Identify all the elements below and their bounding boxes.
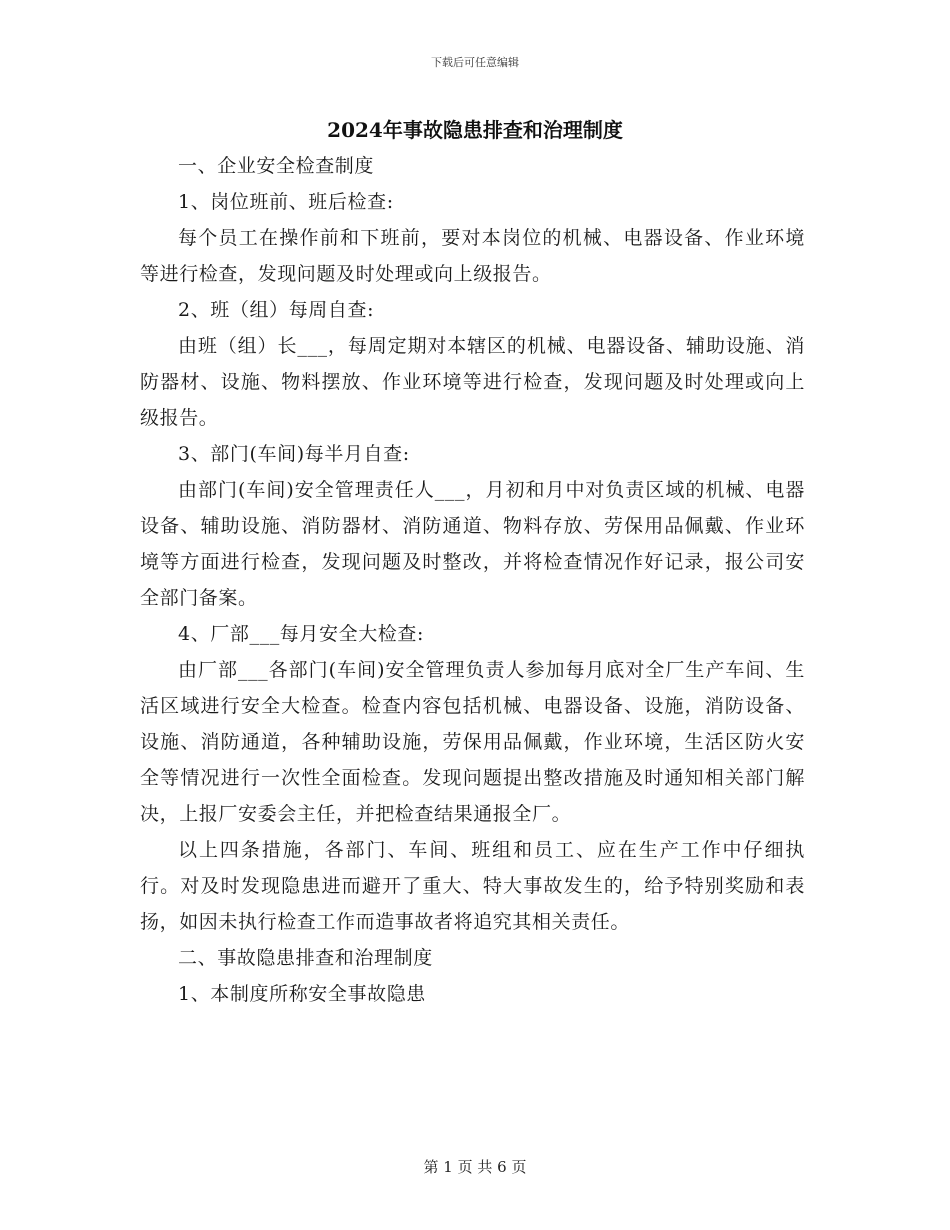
- document-body: [140, 148, 805, 1012]
- header-note: 下载后可任意编辑: [431, 56, 519, 69]
- item-heading-5: 1、本制度所称安全事故隐患: [178, 983, 426, 1005]
- item-heading-1: 1、岗位班前、班后检查:: [178, 191, 394, 213]
- item-heading-3: 3、部门(车间)每半月自查:: [178, 443, 410, 465]
- body-paragraph: 由部门(车间)安全管理责任人___，月初和月中对负责区域的机械、电器设备、辅助设施、消防器材、消防通道、物料存放、劳保用品佩戴、作业环境等方面进行检查，发现问题及时整改，并将检查情况作好记录，报公司安全部门备案。: [140, 479, 805, 609]
- body-paragraph: 以上四条措施，各部门、车间、班组和员工、应在生产工作中仔细执行。对及时发现隐患进而避开了重大、特大事故发生的，给予特别奖励和表扬，如因未执行检查工作而造事故者将追究其相关责任。: [140, 839, 805, 933]
- item-heading-4: 4、厂部___每月安全大检查:: [178, 623, 424, 645]
- section-heading-2: 二、事故隐患排查和治理制度: [178, 947, 433, 969]
- body-paragraph: 由班（组）长___，每周定期对本辖区的机械、电器设备、辅助设施、消防器材、设施、物料摆放、作业环境等进行检查，发现问题及时处理或向上级报告。: [140, 335, 805, 429]
- body-paragraph: 由厂部___各部门(车间)安全管理负责人参加每月底对全厂生产车间、生活区域进行安全大检查。检查内容包括机械、电器设备、设施，消防设备、设施、消防通道，各种辅助设施，劳保用品佩戴，作业环境，生活区防火安全等情况进行一次性全面检查。发现问题提出整改措施及时通知相关部门解决，上报厂安委会主任，并把检查结果通报全厂。: [140, 659, 805, 825]
- document-title: 2024年事故隐患排查和治理制度: [327, 118, 623, 142]
- section-heading-1: 一、企业安全检查制度: [178, 155, 375, 177]
- item-heading-2: 2、班（组）每周自查:: [178, 299, 375, 321]
- body-paragraph: 每个员工在操作前和下班前，要对本岗位的机械、电器设备、作业环境等进行检查，发现问题及时处理或向上级报告。: [140, 227, 805, 285]
- page-number: 第 1 页 共 6 页: [423, 1158, 527, 1176]
